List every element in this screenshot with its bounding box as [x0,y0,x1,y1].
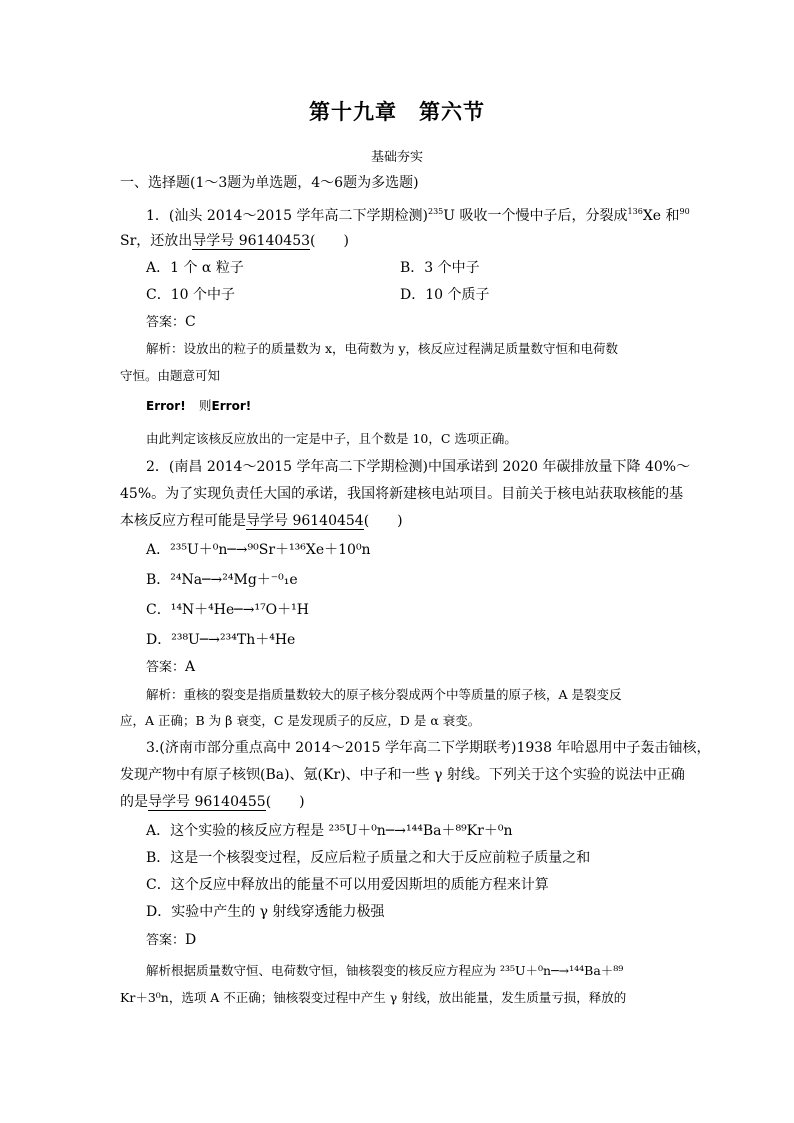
q2-stem-c: 本核反应方程可能是 [120,513,246,529]
q2-answer [146,657,706,678]
q1-option-d: D．10 个质子 [400,287,490,303]
section-heading: 一、选择题(1～3题为单选题，4～6题为多选题) [120,175,419,191]
q3-stem-c: 的是 [120,794,148,810]
q1-question-code: 导学号 96140453 [192,233,311,249]
q1-stem-b: U 吸收一个慢中子后，分裂成 [443,208,628,224]
q1-explanation-2: 守恒。由题意可知 [120,368,221,383]
q1-sup-136: 136 [627,207,643,216]
q3-answer-label: 答案： [146,933,186,948]
q3-option-b: B．这是一个核裂变过程，反应后粒子质量之和大于反应前粒子质量之和 [146,850,591,866]
page-title: 第十九章 第六节 [309,99,485,124]
q2-paren: ( ) [363,513,403,529]
q2-answer-value: A [185,659,196,675]
q3-stem-line2: 发现产物中有原子核钡(Ba)、氪(Kr)、中子和一些 γ 射线。下列关于这个实验的说法中正确 [120,767,685,783]
q1-sup-235: 235 [428,207,444,216]
q2-stem-line2: 45%。为了实现负责任大国的承诺，我国将新建核电站项目。目前关于核电站获取核能的基 [120,486,684,502]
q3-answer [146,930,706,951]
q1-explanation-1: 解析：设放出的粒子的质量数为 x，电荷数为 y，核反应过程满足质量数守恒和电荷数 [146,341,619,356]
q3-stem-line1: 3.(济南市部分重点高中 2014～2015 学年高二下学期联考)1938 年哈恩用中子轰击铀核， [146,740,711,756]
q1-error-line [146,396,706,416]
q1-stem-line1 [146,206,706,226]
q2-option-b: B．²⁴Na─→²⁴Mg＋⁻⁰₁e [146,572,298,588]
q1-paren: ( ) [310,233,349,249]
q1-error-1: Error! [146,399,186,413]
page-subtitle: 基础夯实 [370,150,423,165]
q1-stem-c: Xe 和 [642,208,680,224]
q1-stem-d: Sr，还放出 [120,233,193,249]
q3-paren: ( ) [265,794,305,810]
q1-sup-90: 90 [679,207,690,216]
q1-option-b: B．3 个中子 [400,260,480,276]
q3-explanation-2: Kr＋3⁰n，选项 A 不正确；铀核裂变过程中产生 γ 射线，放出能量，发生质量亏损，释放的 [120,990,627,1005]
q1-explanation-3: 由此判定该核反应放出的一定是中子，且个数是 10，C 选项正确。 [146,431,517,446]
q2-option-d: D．²³⁸U─→²³⁴Th＋⁴He [146,632,296,648]
q3-question-code: 导学号 96140455 [148,794,266,810]
q1-stem-a: 1．(汕头 2014～2015 学年高二下学期检测) [146,208,428,224]
q1-error-2: Error! [211,399,252,413]
q2-option-c: C．¹⁴N＋⁴He─→¹⁷O＋¹H [146,602,309,618]
q2-explanation-2: 应，A 正确；B 为 β 衰变，C 是发现质子的反应，D 是 α 衰变。 [120,713,481,728]
q3-option-a: A．这个实验的核反应方程是 ²³⁵U＋⁰n─→¹⁴⁴Ba＋⁸⁹Kr＋⁰n [146,823,513,839]
q3-option-c: C．这个反应中释放出的能量不可以用爱因斯坦的质能方程来计算 [146,877,549,893]
q1-stem-line2 [120,231,680,251]
q2-answer-label: 答案： [146,660,186,675]
q2-question-code: 导学号 96140454 [246,513,364,529]
q2-explanation-1: 解析：重核的裂变是指质量数较大的原子核分裂成两个中等质量的原子核，A 是裂变反 [146,687,622,702]
q3-answer-value: D [185,932,197,948]
q1-answer-value: C [185,314,196,330]
q3-option-d: D．实验中产生的 γ 射线穿透能力极强 [146,904,385,920]
q3-explanation-1: 解析根据质量数守恒、电荷数守恒，铀核裂变的核反应方程应为 ²³⁵U＋⁰n─→¹⁴⁴Ba＋⁸⁹ [146,963,624,978]
q1-answer-label: 答案： [146,315,186,330]
q2-option-a: A．²³⁵U＋⁰n─→⁹⁰Sr＋¹³⁶Xe＋10⁰n [146,542,371,558]
q2-stem-line1: 2．(南昌 2014～2015 学年高二下学期检测)中国承诺到 2020 年碳排放量下降 40%～ [146,459,691,475]
q2-stem-line3 [120,511,680,531]
q1-option-a: A．1 个 α 粒子 [146,260,244,276]
q1-answer [146,312,706,333]
q1-option-c: C．10 个中子 [146,287,235,303]
q1-error-then: 则 [199,398,212,413]
q3-stem-line3 [120,792,680,812]
